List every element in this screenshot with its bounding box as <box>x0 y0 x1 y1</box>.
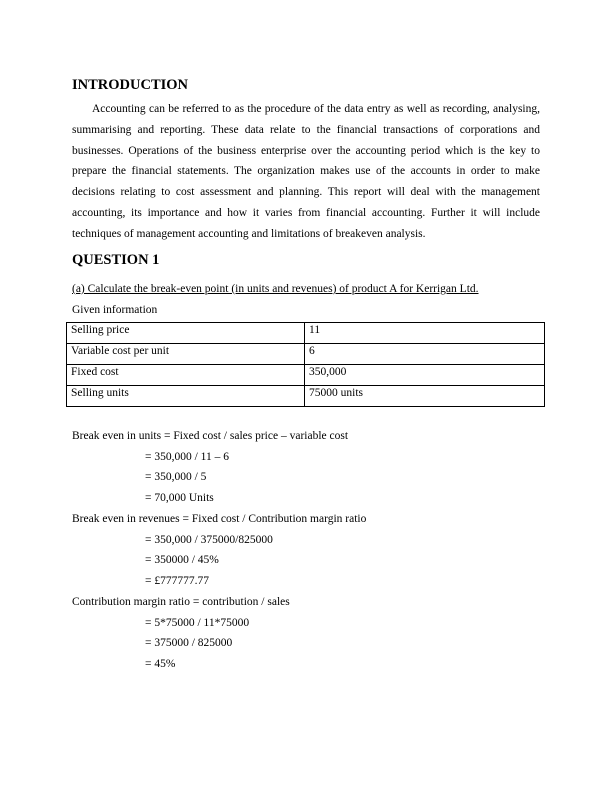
question1-subheading: (a) Calculate the break-even point (in units and revenues) of product A for Kerrigan Ltd. <box>72 283 479 295</box>
bep-units-formula: Break even in units = Fixed cost / sales price – variable cost <box>72 430 349 442</box>
table-cell-value: 6 <box>305 344 545 365</box>
introduction-paragraph: Accounting can be referred to as the procedure of the data entry as well as recording, analysing, summarising and reporting. These data relate to the financial transactions of corporations and businesses. Operations of the business enterprise over the accounting period which is the key to prepare the financial statements. The organization makes use of the accounts in order to make decisions relating to cost assessment and planning. This report will deal with the management accounting, its importance and how it varies from financial accounting. Further it will include techniques of management accounting and limitations of breakeven analysis. <box>72 103 540 240</box>
cm-ratio-formula: Contribution margin ratio = contribution / sales <box>72 596 290 608</box>
bep-units-step: = 350,000 / 11 – 6 <box>145 451 230 463</box>
bep-revenues-step: = 350000 / 45% <box>145 554 219 566</box>
bep-units-step: = 350,000 / 5 <box>145 471 207 483</box>
introduction-heading: INTRODUCTION <box>72 77 189 93</box>
table-row <box>67 323 545 344</box>
bep-revenues-formula: Break even in revenues = Fixed cost / Contribution margin ratio <box>72 513 367 525</box>
question1-heading: QUESTION 1 <box>72 252 160 268</box>
table-row <box>67 365 545 386</box>
table-cell-label: Fixed cost <box>67 365 305 386</box>
bep-units-step: = 70,000 Units <box>145 492 214 504</box>
bep-revenues-step: = 350,000 / 375000/825000 <box>145 534 273 546</box>
table-cell-value: 11 <box>305 323 545 344</box>
table-cell-label: Selling price <box>67 323 305 344</box>
table-cell-label: Selling units <box>67 386 305 407</box>
given-information-table <box>66 322 545 407</box>
table-cell-value: 75000 units <box>305 386 545 407</box>
cm-ratio-step: = 375000 / 825000 <box>145 637 233 649</box>
table-cell-label: Variable cost per unit <box>67 344 305 365</box>
cm-ratio-step: = 5*75000 / 11*75000 <box>145 617 250 629</box>
table-row <box>67 386 545 407</box>
cm-ratio-step: = 45% <box>145 658 176 670</box>
given-information-label: Given information <box>72 304 158 316</box>
bep-revenues-step: = £777777.77 <box>145 575 209 587</box>
table-cell-value: 350,000 <box>305 365 545 386</box>
table-row <box>67 344 545 365</box>
